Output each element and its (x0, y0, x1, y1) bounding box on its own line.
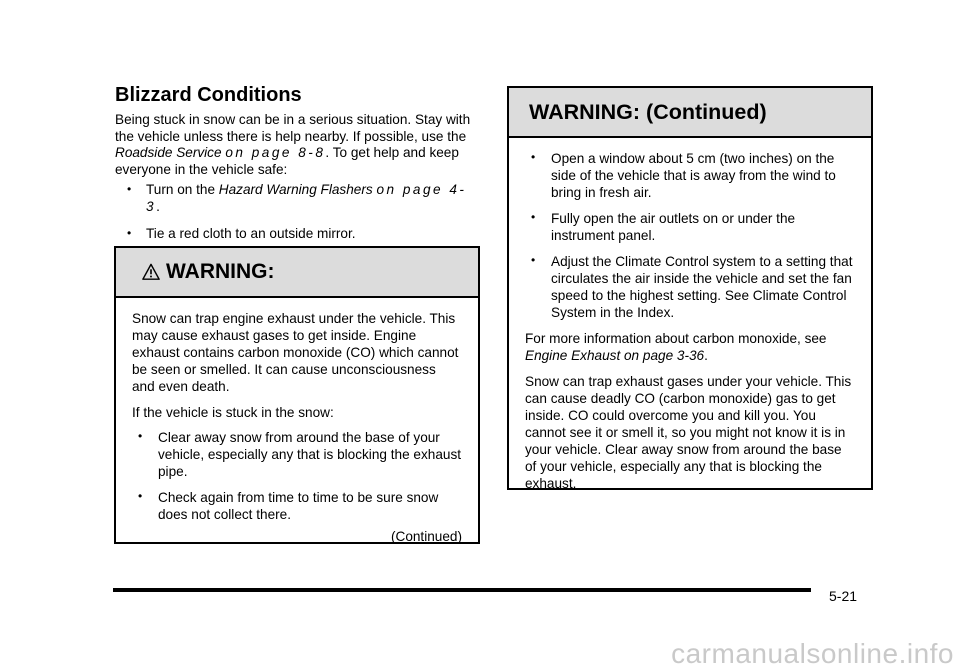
engine-exhaust-link[interactable]: Engine Exhaust on page 3-36 (525, 348, 705, 363)
list-item: • Clear away snow from around the base of your vehicle, especially any that is blocking the exhaust pipe. (138, 429, 462, 479)
intro-bullet-list (115, 182, 475, 254)
warning-header (116, 248, 478, 298)
list-item: • Tie a red cloth to an outside mirror. (127, 226, 356, 241)
warning-title: WARNING: (166, 260, 275, 283)
bullet-dot: • (531, 253, 536, 267)
intro-paragraph: Being stuck in snow can be in a serious situation. Stay with the vehicle unless there is help nearby. If possible, use the Roadside Service on page 8-8. To get help and keep everyone in the vehicle safe: (115, 112, 471, 177)
warning-paragraph: If the vehicle is stuck in the snow: (132, 405, 334, 420)
section-title: Blizzard Conditions (115, 84, 302, 106)
list-item: • Adjust the Climate Control system to a setting that circulates the air inside the vehicle and set the fan speed to the highest setting. See Climate Control System in the Index. (531, 253, 853, 320)
hazard-page-ref[interactable]: on page 4-3 (146, 182, 467, 214)
bullet-dot: • (127, 182, 132, 196)
bullet-dot: • (138, 429, 143, 443)
list-item: • Turn on the Hazard Warning Flashers on page 4-3. (127, 182, 467, 214)
warning-body (509, 138, 871, 492)
continued-label: (Continued) (390, 529, 462, 544)
list-item: • Fully open the air outlets on or under the instrument panel. (531, 210, 796, 243)
bullet-dot: • (531, 150, 536, 164)
warning-paragraph: Snow can trap exhaust gases under your vehicle. This can cause deadly CO (carbon monoxide) gas to get inside. CO could overcome you and kill you. You cannot see it or smell it, so you might not know it is in your vehicle. Clear away snow from around the base of your vehicle, especially any that is blocking the exhaust. (525, 374, 852, 491)
list-item: • Open a window about 5 cm (two inches) on the side of the vehicle that is away from the wind to bring in fresh air. (531, 150, 836, 200)
page-number: 5-21 (829, 588, 858, 604)
warning-title: WARNING: (Continued) (529, 99, 767, 124)
hazard-flashers-link[interactable]: Hazard Warning Flashers (218, 182, 373, 197)
warning-bullet-list (525, 150, 855, 321)
watermark-logo: carmanualsonline.info (671, 638, 954, 669)
bullet-dot: • (138, 489, 143, 503)
warning-paragraph: Snow can trap engine exhaust under the vehicle. This may cause exhaust gases to get inside. Engine exhaust contains carbon monoxide (CO) which cannot be seen or smelled. It can cause unconsciousness and even death. (132, 311, 459, 394)
bullet-dot: • (531, 210, 536, 224)
warning-header (509, 88, 871, 138)
footer-rule (113, 588, 811, 592)
roadside-page-ref[interactable]: on page 8-8 (225, 145, 326, 160)
bullet-dot: • (127, 226, 132, 240)
warning-triangle-icon (142, 263, 160, 281)
warning-bullet-list (132, 429, 462, 523)
list-item: • Check again from time to time to be sure snow does not collect there. (138, 489, 439, 522)
warning-paragraph: For more information about carbon monoxide, see Engine Exhaust on page 3-36. (525, 331, 827, 363)
warning-box (114, 246, 480, 544)
roadside-service-link[interactable]: Roadside Service (115, 145, 222, 160)
warning-continued-box (507, 86, 873, 490)
warning-body (116, 298, 478, 544)
